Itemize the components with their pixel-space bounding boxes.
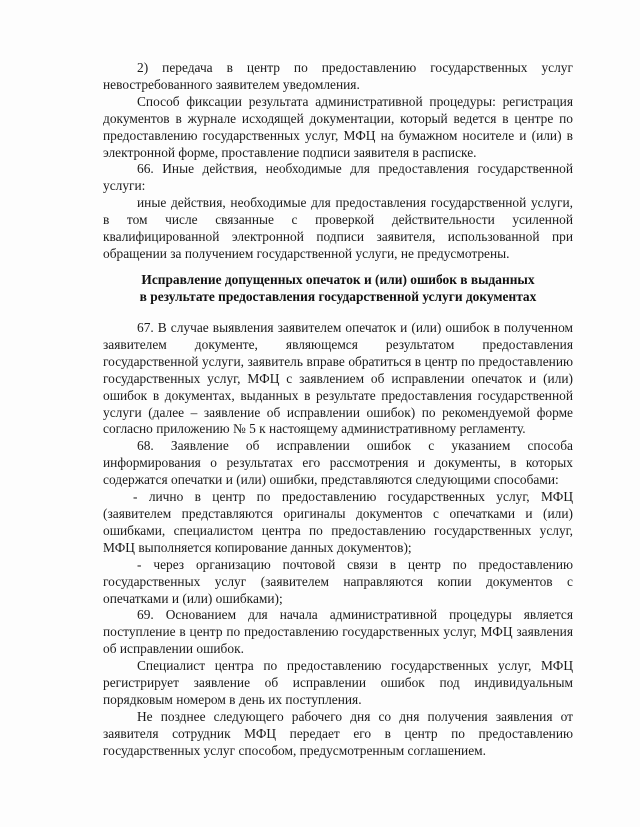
paragraph-item-66: 66. Иные действия, необходимые для предоставления государственной услуги:	[103, 161, 573, 194]
text-block-bottom	[103, 320, 573, 760]
section-heading-line2: в результате предоставления государственной услуги документах	[139, 289, 537, 304]
paragraph-item-69: 69. Основанием для начала административной процедуры является поступление в центр по предоставлению государственных услуг, МФЦ заявления об исправлении ошибок.	[103, 607, 573, 657]
section-heading-line1: Исправление допущенных опечаток и (или) ошибок в выданных	[141, 272, 535, 287]
paragraph-recording-method: Способ фиксации результата административной процедуры: регистрация документов в журнале исходящей документации, который ведется в центре по предоставлению государственных услуг, МФЦ на бумажном носителе и (или) в электронной форме, проставление подписи заявителя в расписке.	[103, 93, 573, 160]
paragraph-other-actions: иные действия, необходимые для предоставления государственной услуги, в том числе связанные с проверкой действительности усиленной квалифицированной электронной подписи заявителя, использованной при обращении за получением государственной услуги, не предусмотрены.	[103, 195, 573, 261]
paragraph-item-67: 67. В случае выявления заявителем опечаток и (или) ошибок в полученном заявителем документе, являющемся результатом предоставления государственной услуги, заявитель вправе обратиться в центр по предоставлению государственных услуг, МФЦ с заявлением об исправлении опечаток и (или) ошибок в документах, выданных в результате предоставления государственной услуги (далее – заявление об исправлении ошибок) по рекомендуемой форме согласно приложению № 5 к настоящему административному регламенту.	[103, 320, 573, 437]
paragraph-registration: Специалист центра по предоставлению государственных услуг, МФЦ регистрирует заявление об исправлении ошибок под индивидуальным порядковым номером в день их поступления.	[103, 658, 573, 707]
paragraph-in-person: - лично в центр по предоставлению государственных услуг, МФЦ (заявителем представляются оригиналы документов с опечатками и (или) ошибками, специалистом центра по предоставлению государственных услуг, МФЦ выполняется копирование данных документов);	[103, 489, 573, 555]
paragraph-transfer-notice: 2) передача в центр по предоставлению государственных услуг невостребованного заявителем уведомления.	[103, 60, 573, 92]
text-block-top	[103, 60, 573, 263]
paragraph-by-mail: - через организацию почтовой связи в центр по предоставлению государственных услуг (заявителем направляются копии документов с опечатками и (или) ошибками);	[103, 556, 573, 606]
paragraph-transfer-deadline: Не позднее следующего рабочего дня со дня получения заявления от заявителя сотрудник МФЦ передает его в центр по предоставлению государственных услуг способом, предусмотренным соглашением.	[103, 708, 573, 758]
paragraph-item-68: 68. Заявление об исправлении ошибок с указанием способа информирования о результатах его рассмотрения и документы, в которых содержатся опечатки и (или) ошибки, представляются следующими способами:	[103, 438, 573, 488]
section-heading	[103, 271, 573, 305]
